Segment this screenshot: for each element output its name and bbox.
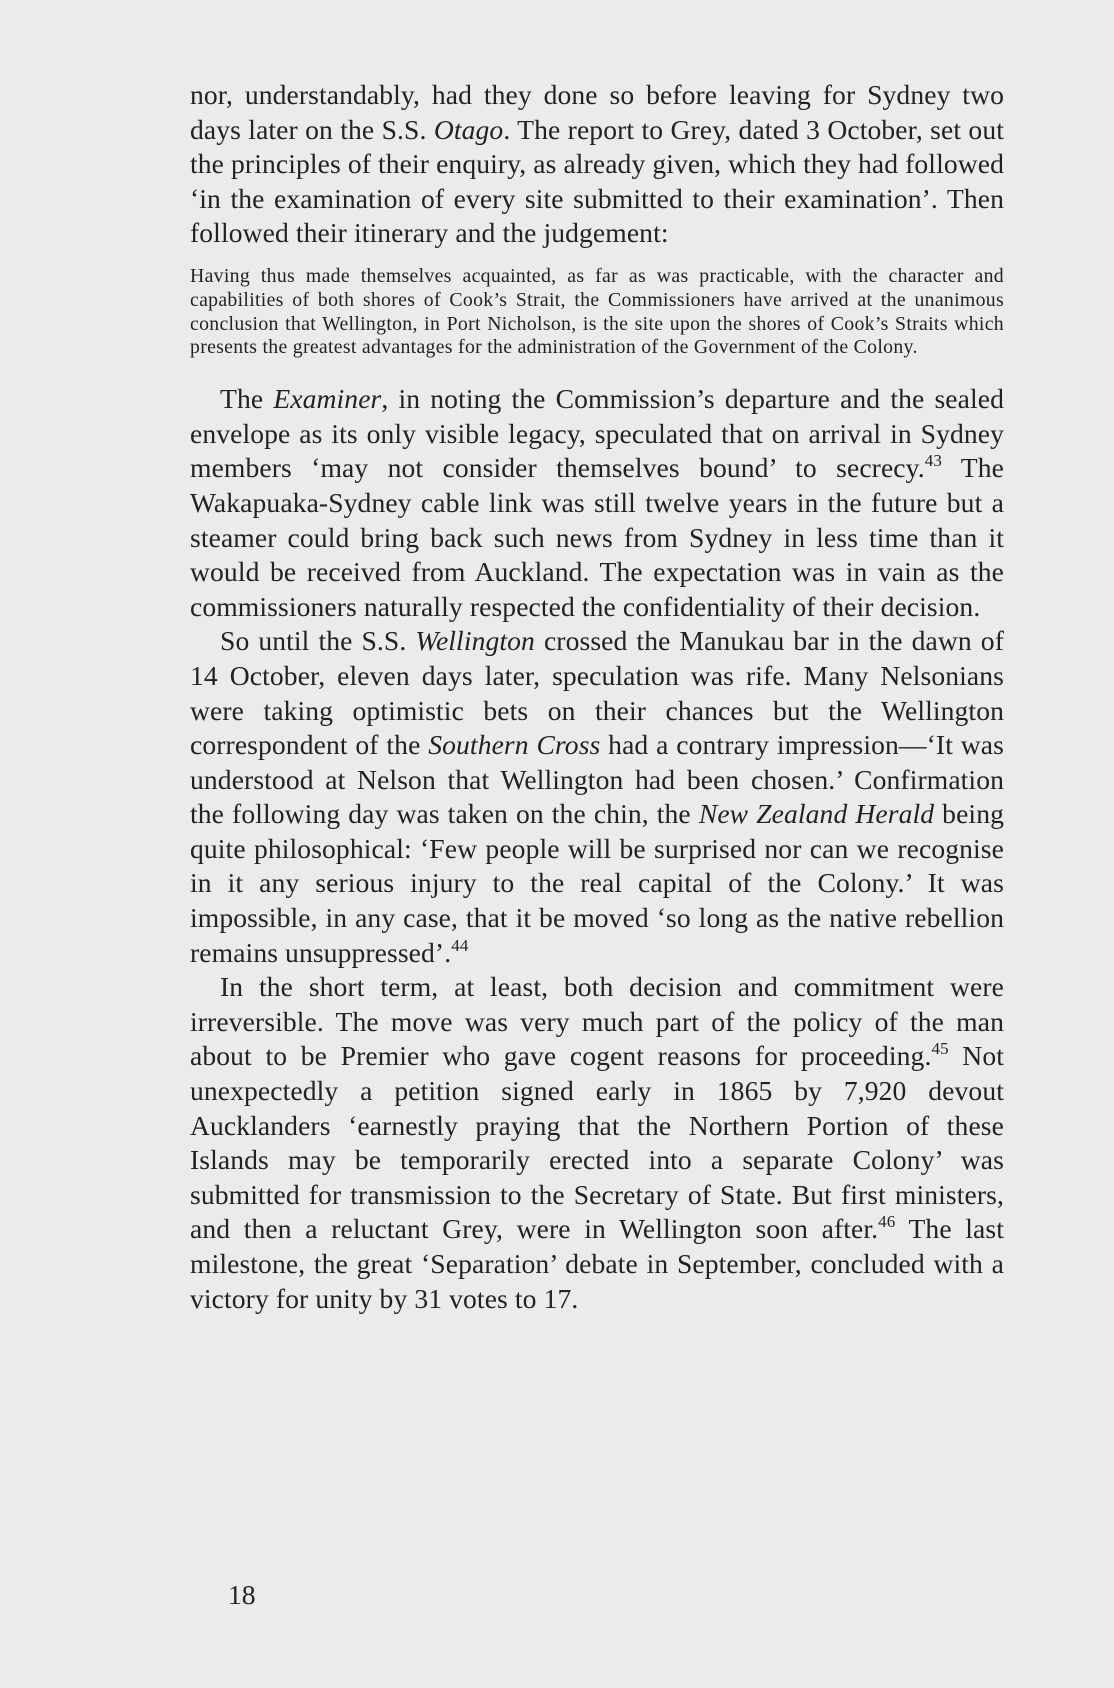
ship-name-wellington: Wellington: [415, 625, 535, 657]
paragraph-3-text: So until the S.S.: [220, 625, 416, 657]
footnote-ref-46: 46: [878, 1212, 896, 1232]
paragraph-1-text-cont: . The report to Grey, dated 3 October, set out the principles of their enquiry, as already given, which they had followed ‘in the examination of every site submitted to their examination’. Then followed their itinerary and the judgement:: [190, 113, 1005, 249]
paragraph-2: [190, 382, 1004, 624]
paragraph-4: [190, 970, 1004, 1316]
ship-name-otago: Otago: [433, 113, 504, 145]
newspaper-nz-herald: New Zealand Herald: [698, 798, 935, 830]
newspaper-examiner: Examiner: [273, 383, 382, 415]
newspaper-southern-cross: Southern Cross: [428, 729, 601, 761]
footnote-ref-43: 43: [924, 451, 942, 471]
page-number: 18: [228, 1579, 256, 1610]
paragraph-2-text: The: [220, 383, 274, 415]
footnote-ref-45: 45: [931, 1039, 949, 1059]
footnote-ref-44: 44: [451, 935, 469, 955]
body-text: [190, 78, 1004, 1316]
paragraph-3-text-mid: had a contrary impression—‘It was understood at Nelson that Wellington had been chosen.’ Confirmation the following day was taken on the chin, the: [190, 729, 1004, 830]
paragraph-4-text: In the short term, at least, both decision and commitment were irreversible. The move was very much part of the policy of the man about to be Premier who gave cogent reasons for proceeding.: [190, 971, 1004, 1072]
block-quote: Having thus made themselves acquainted, as far as was practicable, with the character and capabilities of both shores of Cook’s Strait, the Commissioners have arrived at the unanimous conclusion that Wellington, in Port Nicholson, is the site upon the shores of Cook’s Straits which presents the greatest advantages for the administration of the Government of the Colony.: [190, 264, 1004, 359]
paragraph-3-text-end: being quite philosophical: ‘Few people will be surprised nor can we recognise in it any serious injury to the real capital of the Colony.’ It was impossible, in any case, that it be moved ‘so long as the native rebellion remains unsuppressed’.: [190, 798, 1004, 968]
paragraph-2-text-end: The Wakapuaka-Sydney cable link was still twelve years in the future but a steamer could bring back such news from Sydney in less time than it would be received from Auckland. The expectation was in vain as the commissioners naturally respected the confidentiality of their decision.: [190, 452, 1005, 622]
paragraph-3-text-cont: crossed the Manukau bar in the dawn of 14 October, eleven days later, speculation was rife. Many Nelsonians were taking optimistic bets on their chances but the Wellington correspondent of the: [190, 625, 1004, 761]
paragraph-1: [190, 78, 1004, 251]
paragraph-4-text-end: The last milestone, the great ‘Separation’ debate in September, concluded with a victory for unity by 31 votes to 17.: [190, 1213, 1004, 1314]
paragraph-3: [190, 624, 1004, 970]
paragraph-2-text-cont: , in noting the Commission’s departure and the sealed envelope as its only visible legacy, speculated that on arrival in Sydney members ‘may not consider themselves bound’ to secrecy.: [190, 383, 1004, 484]
paragraph-1-text: nor, understandably, had they done so before leaving for Sydney two days later on the S.S.: [190, 79, 1004, 145]
paragraph-4-text-cont: Not unexpectedly a petition signed early in 1865 by 7,920 devout Aucklanders ‘earnestly praying that the Northern Portion of these Islands may be temporarily erected into a separate Colony’ was submitted for transmission to the Secretary of State. But first ministers, and then a reluctant Grey, were in Wellington soon after.: [190, 1040, 1004, 1245]
